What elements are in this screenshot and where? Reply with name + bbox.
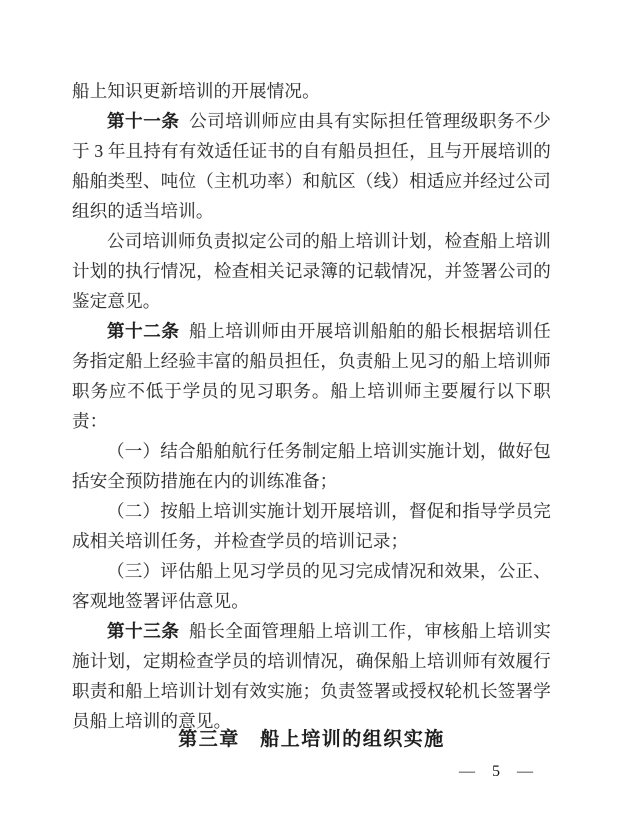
document-body — [72, 76, 551, 736]
article-number: 第十二条 — [107, 321, 180, 341]
paragraph-text: 公司培训师负责拟定公司的船上培训计划，检查船上培训计划的执行情况，检查相关记录簿的记载情况，并签署公司的鉴定意见。 — [72, 231, 551, 311]
paragraph-text: 公司培训师应由具有实际担任管理级职务不少于 3 年且持有有效适任证书的自有船员担任，且与开展培训的船舶类型、吨位（主机功率）和航区（线）相适应并经过公司组织的适当培训。 — [72, 111, 551, 221]
paragraph-text: （一）结合船舶航行任务制定船上培训实施计划，做好包括安全预防措施在内的训练准备； — [72, 441, 551, 491]
paragraph — [72, 436, 551, 496]
page-number: — 5 — — [459, 763, 533, 780]
chapter-heading: 第三章 船上培训的组织实施 — [178, 729, 445, 750]
paragraph-text: 船上培训师由开展培训船舶的船长根据培训任务指定船上经验丰富的船员担任，负责船上见习的船上培训师职务应不低于学员的见习职务。船上培训师主要履行以下职责： — [72, 321, 551, 431]
paragraph — [72, 496, 551, 556]
paragraph-text: 船长全面管理船上培训工作，审核船上培训实施计划，定期检查学员的培训情况，确保船上培训师有效履行职责和船上培训计划有效实施；负责签署或授权轮机长签署学员船上培训的意见。 — [72, 621, 551, 731]
paragraph — [72, 316, 551, 436]
paragraph-text: （三）评估船上见习学员的见习完成情况和效果，公正、客观地签署评估意见。 — [72, 561, 551, 611]
paragraph — [72, 76, 551, 106]
paragraph — [72, 106, 551, 226]
paragraph — [72, 616, 551, 736]
article-number: 第十三条 — [107, 621, 180, 641]
paragraph — [72, 556, 551, 616]
paragraph-text: （二）按船上培训实施计划开展培训，督促和指导学员完成相关培训任务，并检查学员的培训记录； — [72, 501, 551, 551]
article-number: 第十一条 — [107, 111, 180, 131]
paragraph — [72, 226, 551, 316]
paragraph-text: 船上知识更新培训的开展情况。 — [72, 81, 320, 101]
